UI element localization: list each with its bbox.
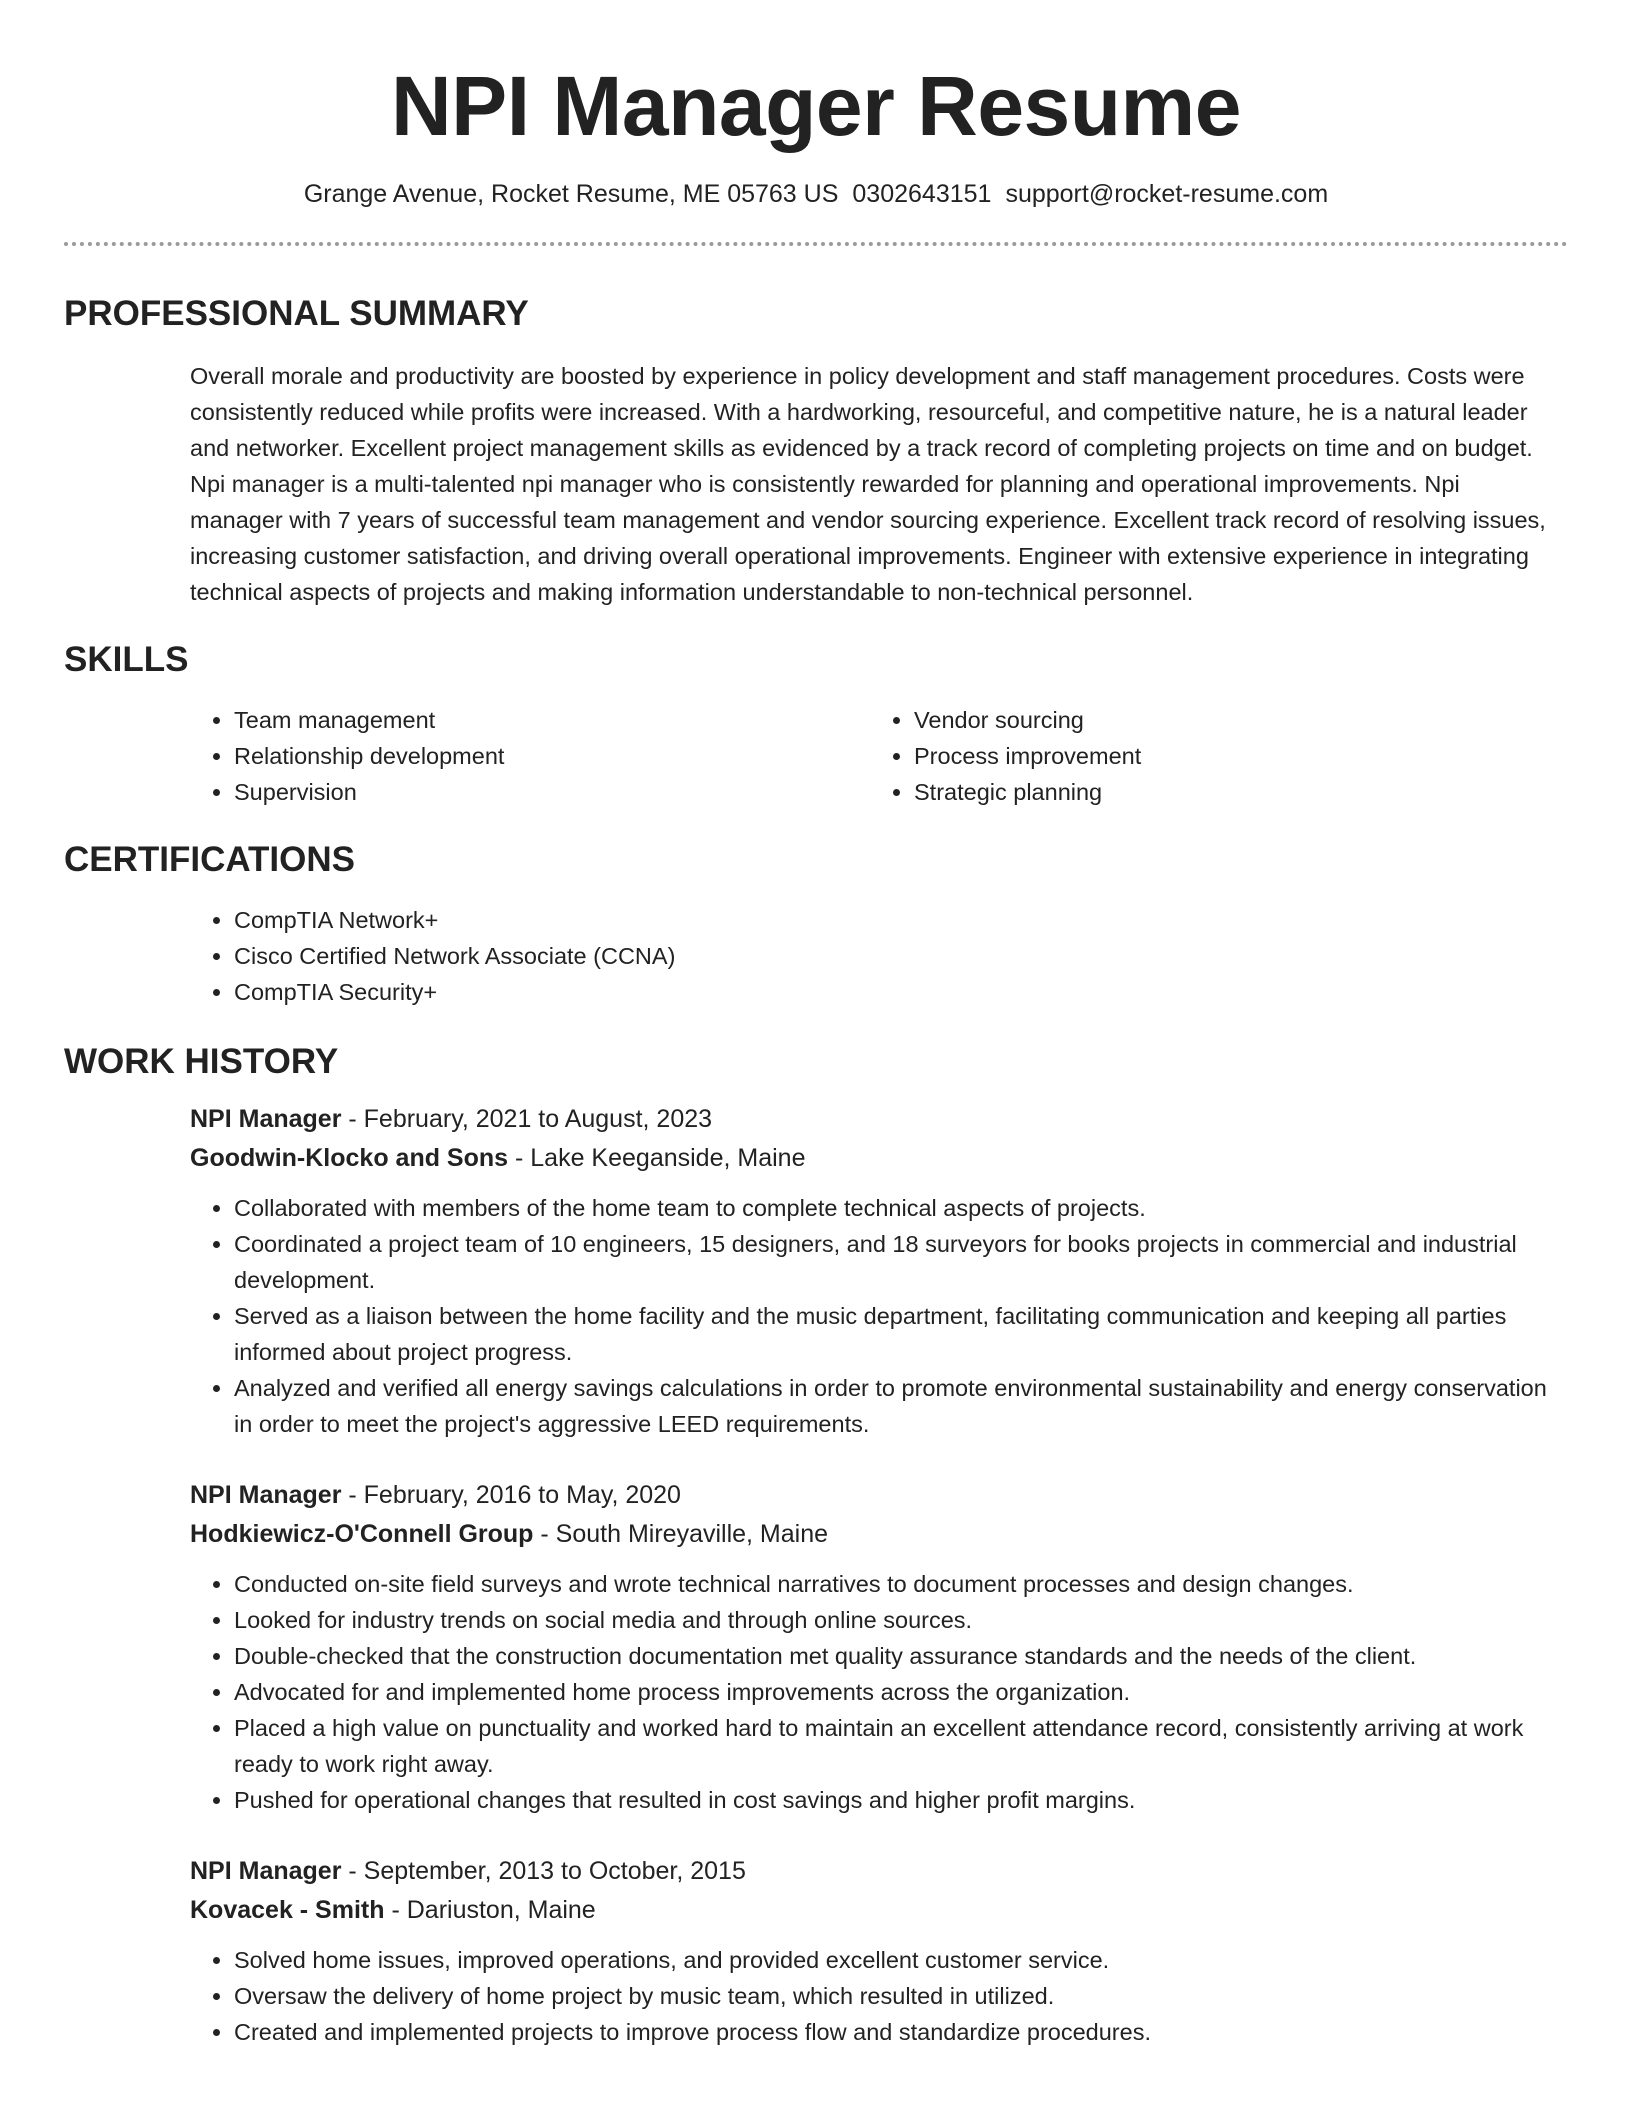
job-company-line [190, 1139, 1558, 1178]
job-bullet: • Created and implemented projects to improve process flow and standardize procedures. [234, 2014, 1558, 2050]
certifications-list [190, 902, 1558, 1010]
job-company: Kovacek - Smith [190, 1896, 385, 1924]
skills-list-left [190, 702, 870, 810]
job-dates: - February, 2021 to August, 2023 [341, 1105, 713, 1133]
job-bullets [190, 1566, 1558, 1818]
job-bullet: • Conducted on-site field surveys and wrote technical narratives to document processes and design changes. [234, 1566, 1558, 1602]
job-title: NPI Manager [190, 1857, 342, 1885]
skill-item: • Relationship development [234, 738, 870, 774]
job-location: - South Mireyaville, Maine [533, 1520, 829, 1548]
summary-text: Overall morale and productivity are boosted by experience in policy development and staff management procedures. Costs were consistently reduced while profits were increased. With a hardworking, resourceful, and competitive nature, he is a natural leader and networker. Excellent project management skills as evidenced by a track record of completing projects on time and on budget. Npi manager is a multi-talented npi manager who is consistently rewarded for planning and operational improvements. Npi manager with 7 years of successful team management and vendor sourcing experience. Excellent track record of resolving issues, increasing customer satisfaction, and driving overall operational improvements. Engineer with extensive experience in integrating technical aspects of projects and making information understandable to non-technical personnel. [190, 363, 1546, 605]
certification-item: • CompTIA Network+ [234, 902, 1558, 938]
job-bullet: • Double-checked that the construction documentation met quality assurance standards and the needs of the client. [234, 1638, 1558, 1674]
job-title-line [190, 1100, 1558, 1139]
job-entry [190, 1476, 1558, 1818]
job-company: Hodkiewicz-O'Connell Group [190, 1520, 534, 1548]
header-divider [64, 242, 1568, 246]
job-title: NPI Manager [190, 1481, 342, 1509]
job-bullet: • Collaborated with members of the home team to complete technical aspects of projects. [234, 1190, 1558, 1226]
skill-item: • Vendor sourcing [914, 702, 1558, 738]
skill-item: • Team management [234, 702, 870, 738]
job-bullet: • Solved home issues, improved operations, and provided excellent customer service. [234, 1942, 1558, 1978]
job-dates: - September, 2013 to October, 2015 [341, 1857, 746, 1885]
certifications-heading: CERTIFICATIONS [64, 840, 356, 879]
resume-title: NPI Manager Resume [391, 59, 1241, 153]
job-bullets [190, 1942, 1558, 2050]
contact-line [64, 178, 1568, 210]
job-title-line [190, 1852, 1558, 1891]
skills-grid [190, 702, 1558, 810]
job-entry [190, 1852, 1558, 2050]
job-location: - Dariuston, Maine [384, 1896, 596, 1924]
job-bullet: • Analyzed and verified all energy savings calculations in order to promote environmental sustainability and energy conservation in order to meet the project's aggressive LEED requirements. [234, 1370, 1558, 1442]
job-entry [190, 1100, 1558, 1442]
job-bullet: • Placed a high value on punctuality and worked hard to maintain an excellent attendance record, consistently arriving at work ready to work right away. [234, 1710, 1558, 1782]
job-location: - Lake Keeganside, Maine [508, 1144, 806, 1172]
job-company-line [190, 1891, 1558, 1930]
job-company-line [190, 1515, 1558, 1554]
skills-list-right [870, 702, 1558, 810]
contact-address: Grange Avenue, Rocket Resume, ME 05763 US [303, 180, 839, 208]
job-company: Goodwin-Klocko and Sons [190, 1144, 509, 1172]
contact-phone: 0302643151 [852, 180, 992, 208]
work-history-heading: WORK HISTORY [64, 1042, 339, 1081]
skills-heading: SKILLS [64, 640, 189, 679]
job-bullet: • Oversaw the delivery of home project by music team, which resulted in utilized. [234, 1978, 1558, 2014]
certification-item: • Cisco Certified Network Associate (CCNA) [234, 938, 1558, 974]
summary-heading: PROFESSIONAL SUMMARY [64, 294, 529, 333]
job-title-line [190, 1476, 1558, 1515]
job-bullet: • Pushed for operational changes that resulted in cost savings and higher profit margins. [234, 1782, 1558, 1818]
job-bullets [190, 1190, 1558, 1442]
job-bullet: • Served as a liaison between the home facility and the music department, facilitating communication and keeping all parties informed about project progress. [234, 1298, 1558, 1370]
skill-item: • Supervision [234, 774, 870, 810]
job-bullet: • Looked for industry trends on social media and through online sources. [234, 1602, 1558, 1638]
contact-email: support@rocket-resume.com [1005, 180, 1329, 208]
certification-item: • CompTIA Security+ [234, 974, 1558, 1010]
job-bullet: • Coordinated a project team of 10 engineers, 15 designers, and 18 surveyors for books projects in commercial and industrial development. [234, 1226, 1558, 1298]
skill-item: • Strategic planning [914, 774, 1558, 810]
job-bullet: • Advocated for and implemented home process improvements across the organization. [234, 1674, 1558, 1710]
resume-page [64, 0, 1568, 2050]
skill-item: • Process improvement [914, 738, 1558, 774]
job-dates: - February, 2016 to May, 2020 [341, 1481, 681, 1509]
job-title: NPI Manager [190, 1105, 342, 1133]
